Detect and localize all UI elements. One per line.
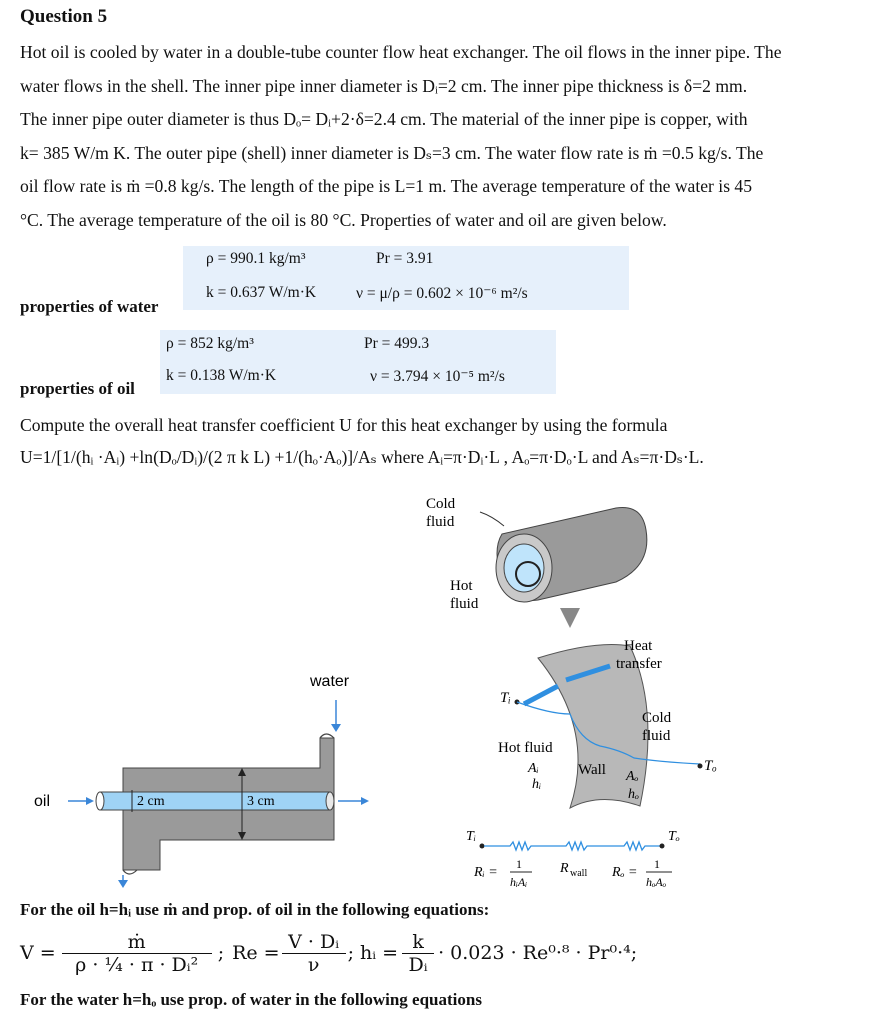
task-text: Compute the overall heat transfer coefficient U for this heat exchanger by using the formula (20, 415, 668, 435)
re-denominator: ν (307, 953, 320, 976)
water-nu: ν = μ/ρ = 0.602 × 10⁻⁶ m²/s (356, 285, 528, 302)
hi-lhs: ; hᵢ = (347, 942, 399, 964)
oil-equations-heading: For the oil h=hᵢ use ṁ and prop. of oil in the following equations: (20, 900, 490, 919)
outer-diameter-label: 3 cm (247, 794, 275, 809)
hot-fluid-label: Hot fluid (498, 740, 553, 756)
ho-label: hₒ (628, 787, 639, 802)
hi-denominator: Dᵢ (408, 953, 428, 976)
ai-label: Aᵢ (528, 761, 539, 776)
u-formula: U=1/[1/(hᵢ ·Aᵢ) +ln(Dₒ/Dᵢ)/(2 π k L) +1/(hₒ·Aₒ)]/Aₛ where Aᵢ=π·Dᵢ·L , Aₒ=π·Dₒ·L and Aₛ=π·Dₛ·L. (20, 447, 704, 467)
cold-fluid-right-label: Cold (642, 710, 672, 726)
question-title: Question 5 (20, 6, 108, 27)
water-label: water (310, 673, 350, 690)
hi-fraction (402, 931, 434, 976)
water-pr: Pr = 3.91 (376, 250, 434, 267)
water-rho: ρ = 990.1 kg/m³ (206, 250, 306, 267)
ro-den: hₒAₒ (646, 875, 667, 889)
thermal-resistance-network (466, 829, 680, 889)
ri-label: Rᵢ = (474, 865, 498, 880)
statement-line: k= 385 W/m K. The outer pipe (shell) inner diameter is Dₛ=3 cm. The water flow rate is ṁ =0.5 kg/s. The (20, 142, 764, 163)
heat-transfer-label-2: transfer (616, 656, 662, 672)
water-k: k = 0.637 W/m·K (206, 284, 317, 301)
separator: ; (217, 942, 225, 964)
v-lhs: V = (20, 942, 56, 964)
hot-fluid-top-label: Hot (450, 578, 473, 594)
cold-fluid-right-label-2: fluid (642, 728, 671, 744)
oil-pr: Pr = 499.3 (364, 335, 430, 352)
ti-label: Tᵢ (500, 690, 511, 706)
statement-line: oil flow rate is ṁ =0.8 kg/s. The length of the pipe is L=1 m. The average temperature of the water is 45 (20, 176, 753, 196)
rwall-label: R (560, 861, 569, 876)
statement-line: Hot oil is cooled by water in a double-tube counter flow heat exchanger. The oil flows in the inner pipe. The (20, 42, 782, 62)
problem-statement (20, 36, 870, 237)
oil-k: k = 0.138 W/m·K (166, 367, 277, 384)
heat-arrow (524, 686, 558, 704)
water-equations-heading: For the water h=hₒ use prop. of water in the following equations (20, 990, 482, 1009)
wall-label: Wall (578, 762, 606, 778)
rwall-sub: wall (570, 868, 588, 879)
ro-num: 1 (654, 857, 660, 871)
hot-fluid-top-label-2: fluid (450, 596, 479, 612)
to-label: Tₒ (704, 758, 717, 774)
oil-rho: ρ = 852 kg/m³ (166, 335, 254, 352)
cold-fluid-top-label-2: fluid (426, 514, 455, 530)
hi-rest: · 0.023 · Re⁰·⁸ · Pr⁰·⁴; (438, 942, 638, 964)
ri-den: hᵢAᵢ (510, 875, 528, 889)
inner-diameter-label: 2 cm (137, 794, 165, 809)
network-ti: Tᵢ (466, 829, 477, 844)
equation-row (20, 922, 637, 984)
v-numerator: ṁ (62, 931, 212, 954)
hi-numerator: k (402, 931, 434, 954)
double-pipe-schematic (20, 660, 390, 900)
oil-label: oil (34, 793, 51, 810)
v-fraction (62, 931, 212, 976)
hi-label: hᵢ (532, 777, 542, 792)
cold-fluid-top-label: Cold (426, 496, 456, 512)
re-fraction (282, 931, 346, 976)
ao-label: Aₒ (626, 769, 639, 784)
network-to: Tₒ (668, 829, 680, 844)
zoom-arrow (560, 608, 580, 628)
statement-line: The inner pipe outer diameter is thus Dₒ= Dᵢ+2·δ=2.4 cm. The material of the inner pipe is copper, with (20, 109, 748, 129)
statement-line: °C. The average temperature of the oil is 80 °C. Properties of water and oil are given below. (20, 209, 667, 230)
water-properties-label: properties of water (20, 297, 159, 316)
oil-properties-label: properties of oil (20, 379, 135, 398)
re-lhs: Re = (232, 942, 280, 964)
ri-num: 1 (516, 857, 522, 871)
ro-label: Rₒ = (612, 865, 638, 880)
arrow-head (331, 724, 341, 732)
v-denominator: ρ · ¼ · π · Dᵢ² (75, 953, 199, 976)
heat-exchanger-diagram (420, 490, 720, 900)
statement-line: water flows in the shell. The inner pipe inner diameter is Dᵢ=2 cm. The inner pipe thickness is δ=2 mm. (20, 75, 748, 96)
re-numerator: V · Dᵢ (282, 931, 346, 954)
heat-transfer-label: Heat (624, 638, 653, 654)
inner-pipe (100, 792, 330, 810)
oil-nu: ν = 3.794 × 10⁻⁵ m²/s (370, 368, 505, 385)
